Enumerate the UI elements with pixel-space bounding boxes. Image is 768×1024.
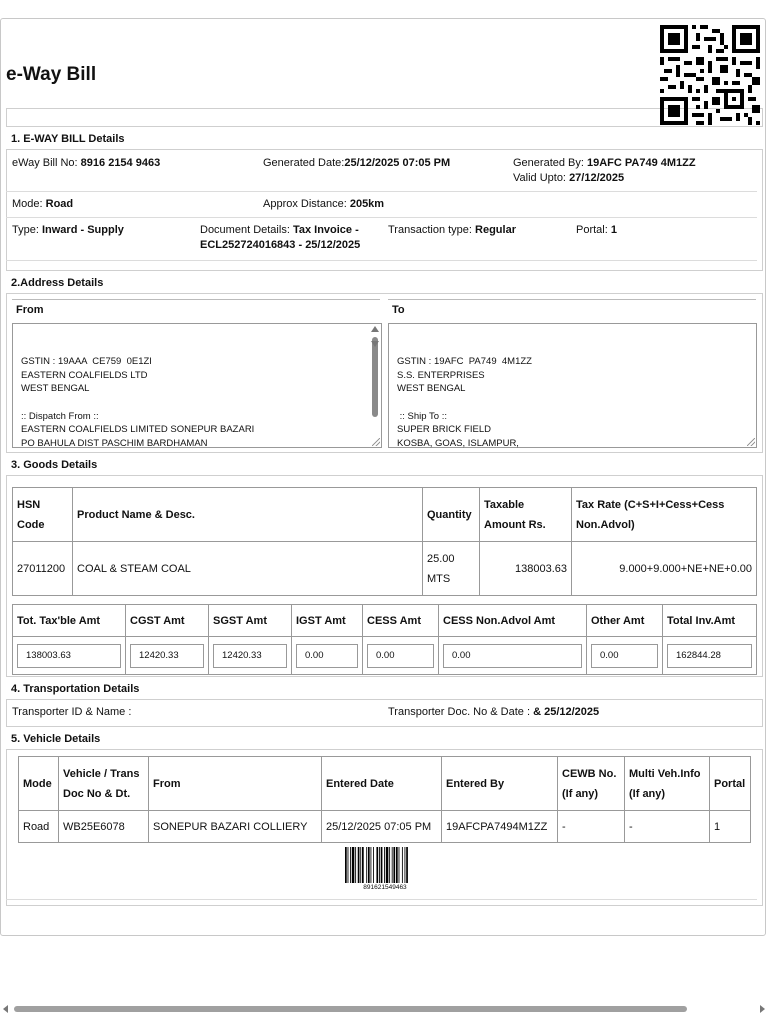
- barcode-bar: [360, 847, 361, 883]
- address-line: :: Dispatch From ::: [21, 410, 99, 422]
- entered-date: 25/12/2025 07:05 PM: [322, 811, 442, 843]
- cess-field[interactable]: 0.00: [367, 644, 434, 668]
- divider: [6, 217, 757, 218]
- scroll-right-icon[interactable]: [760, 1005, 765, 1013]
- divider: [6, 899, 757, 900]
- barcode: [345, 847, 425, 883]
- barcode-bar: [366, 847, 367, 883]
- barcode-bar: [355, 847, 356, 883]
- barcode-bar: [384, 847, 385, 883]
- address-line: GSTIN : 19AFC PA749 4M1ZZ: [397, 356, 532, 368]
- from-header: From: [149, 757, 322, 811]
- sgst-field[interactable]: 12420.33: [213, 644, 287, 668]
- cewb-header: CEWB No. (If any): [558, 757, 625, 811]
- cess-header: CESS Amt: [363, 605, 439, 637]
- address-line: EASTERN COALFIELDS LIMITED SONEPUR BAZARI: [21, 424, 255, 436]
- address-line: WEST BENGAL: [21, 383, 90, 395]
- to-header-rule: [388, 299, 756, 300]
- transporter-doc: Transporter Doc. No & Date : & 25/12/2025: [388, 706, 600, 718]
- resize-handle-icon[interactable]: [372, 438, 380, 446]
- other-amt-header: Other Amt: [587, 605, 663, 637]
- from-address-scrollbar[interactable]: [370, 325, 380, 339]
- approx-distance: Approx Distance: 205km: [263, 198, 385, 210]
- address-line: WEST BENGAL: [397, 383, 466, 395]
- igst-header: IGST Amt: [292, 605, 363, 637]
- entered-date-header: Entered Date: [322, 757, 442, 811]
- goods-table: [12, 487, 757, 596]
- to-address-textarea[interactable]: [388, 323, 757, 448]
- quantity: 25.00 MTS: [423, 542, 480, 596]
- section-goods-details: 3. Goods Details: [6, 452, 763, 476]
- cewb-number: -: [558, 811, 625, 843]
- address-line: EASTERN COALFIELDS LTD: [21, 369, 148, 381]
- barcode-bar: [373, 847, 374, 883]
- table-row: [13, 637, 757, 675]
- vehicle-doc-header: Vehicle / Trans Doc No & Dt.: [59, 757, 149, 811]
- cgst-field[interactable]: 12420.33: [130, 644, 204, 668]
- barcode-bar: [389, 847, 390, 883]
- barcode-bar: [406, 847, 408, 883]
- address-line: [21, 396, 373, 410]
- mode-header: Mode: [19, 757, 59, 811]
- total-inv-header: Total Inv.Amt: [663, 605, 757, 637]
- multi-veh-info: -: [625, 811, 710, 843]
- barcode-bar: [392, 847, 393, 883]
- entered-by: 19AFCPA7494M1ZZ: [442, 811, 558, 843]
- from-header-rule: [12, 299, 380, 300]
- barcode-bar: [348, 847, 349, 883]
- valid-upto: Valid Upto: 27/12/2025: [513, 172, 625, 184]
- address-line: GSTIN : 19AAA CE759 0E1ZI: [21, 356, 152, 368]
- table-row: [13, 542, 757, 596]
- to-label: To: [392, 304, 405, 316]
- document-details: Document Details: Tax Invoice - ECL252724016843 - 25/12/2025: [200, 224, 361, 251]
- cess-nonadvol-field[interactable]: 0.00: [443, 644, 582, 668]
- totals-table: [12, 604, 757, 675]
- vehicle-number: WB25E6078: [59, 811, 149, 843]
- from-address-textarea[interactable]: [12, 323, 382, 448]
- page-title: e-Way Bill: [6, 64, 97, 85]
- barcode-bar: [358, 847, 360, 883]
- hsn-code-header: HSN Code: [13, 488, 73, 542]
- ewb-number: eWay Bill No: 8916 2154 9463: [12, 157, 161, 169]
- barcode-bar: [371, 847, 372, 883]
- sgst-header: SGST Amt: [209, 605, 292, 637]
- barcode-bar: [352, 847, 355, 883]
- portal-header: Portal: [710, 757, 751, 811]
- portal: Portal: 1: [576, 224, 617, 236]
- address-line: S.S. ENTERPRISES: [397, 369, 485, 381]
- other-amt-field[interactable]: 0.00: [591, 644, 658, 668]
- barcode-bar: [393, 847, 395, 883]
- mode: Mode: Road: [12, 198, 74, 210]
- barcode-bar: [386, 847, 389, 883]
- vehicle-mode: Road: [19, 811, 59, 843]
- barcode-bar: [381, 847, 383, 883]
- product-name: COAL & STEAM COAL: [73, 542, 423, 596]
- address-line: KOSBA, GOAS, ISLAMPUR,: [397, 437, 519, 449]
- product-header: Product Name & Desc.: [73, 488, 423, 542]
- igst-field[interactable]: 0.00: [296, 644, 358, 668]
- barcode-bar: [345, 847, 347, 883]
- vehicle-table: [18, 756, 751, 843]
- supply-type: Type: Inward - Supply: [12, 224, 124, 236]
- total-taxable-header: Tot. Tax'ble Amt: [13, 605, 126, 637]
- generated-by: Generated By: 19AFC PA749 4M1ZZ: [513, 157, 696, 169]
- section-transportation-details: 4. Transportation Details: [6, 676, 763, 700]
- scroll-up-icon[interactable]: [371, 326, 379, 332]
- address-line: :: Ship To ::: [397, 410, 447, 422]
- barcode-bar: [362, 847, 364, 883]
- address-line: SUPER BRICK FIELD: [397, 424, 491, 436]
- section-eway-bill-details: 1. E-WAY BILL Details: [6, 126, 763, 150]
- transaction-type: Transaction type: Regular: [388, 224, 516, 236]
- barcode-bar: [402, 847, 403, 883]
- taxable-amount: 138003.63: [480, 542, 572, 596]
- hsn-code: 27011200: [13, 542, 73, 596]
- address-line: [397, 396, 748, 410]
- table-row: [19, 811, 751, 843]
- barcode-bar: [405, 847, 406, 883]
- barcode-bar: [396, 847, 398, 883]
- scroll-down-icon[interactable]: [371, 341, 379, 347]
- barcode-bar: [350, 847, 351, 883]
- tax-rate-header: Tax Rate (C+S+I+Cess+Cess Non.Advol): [572, 488, 757, 542]
- transporter-id-name: Transporter ID & Name :: [12, 706, 132, 718]
- cgst-header: CGST Amt: [126, 605, 209, 637]
- barcode-number: 891621549463: [363, 884, 407, 891]
- scrollbar-thumb[interactable]: [14, 1006, 687, 1012]
- horizontal-scrollbar[interactable]: [0, 1002, 768, 1016]
- scroll-left-icon[interactable]: [3, 1005, 8, 1013]
- total-inv-field[interactable]: 162844.28: [667, 644, 752, 668]
- qr-code: [658, 25, 762, 125]
- multi-veh-header: Multi Veh.Info (If any): [625, 757, 710, 811]
- divider: [6, 191, 757, 192]
- address-line: PO BAHULA DIST PASCHIM BARDHAMAN: [21, 437, 208, 449]
- taxable-amount-header: Taxable Amount Rs.: [480, 488, 572, 542]
- divider: [6, 260, 757, 261]
- quantity-header: Quantity: [423, 488, 480, 542]
- barcode-bar: [368, 847, 370, 883]
- from-label: From: [16, 304, 44, 316]
- entered-by-header: Entered By: [442, 757, 558, 811]
- resize-handle-icon[interactable]: [747, 438, 755, 446]
- total-taxable-field[interactable]: 138003.63: [17, 644, 121, 668]
- tax-rate: 9.000+9.000+NE+NE+0.00: [572, 542, 757, 596]
- barcode-bar: [399, 847, 400, 883]
- barcode-bar: [376, 847, 378, 883]
- vehicle-portal: 1: [710, 811, 751, 843]
- section-address-details: 2.Address Details: [6, 270, 763, 294]
- barcode-bar: [379, 847, 380, 883]
- generated-date: Generated Date:25/12/2025 07:05 PM: [263, 157, 451, 169]
- vehicle-from: SONEPUR BAZARI COLLIERY: [149, 811, 322, 843]
- section-vehicle-details: 5. Vehicle Details: [6, 726, 763, 750]
- cess-nonadvol-header: CESS Non.Advol Amt: [439, 605, 587, 637]
